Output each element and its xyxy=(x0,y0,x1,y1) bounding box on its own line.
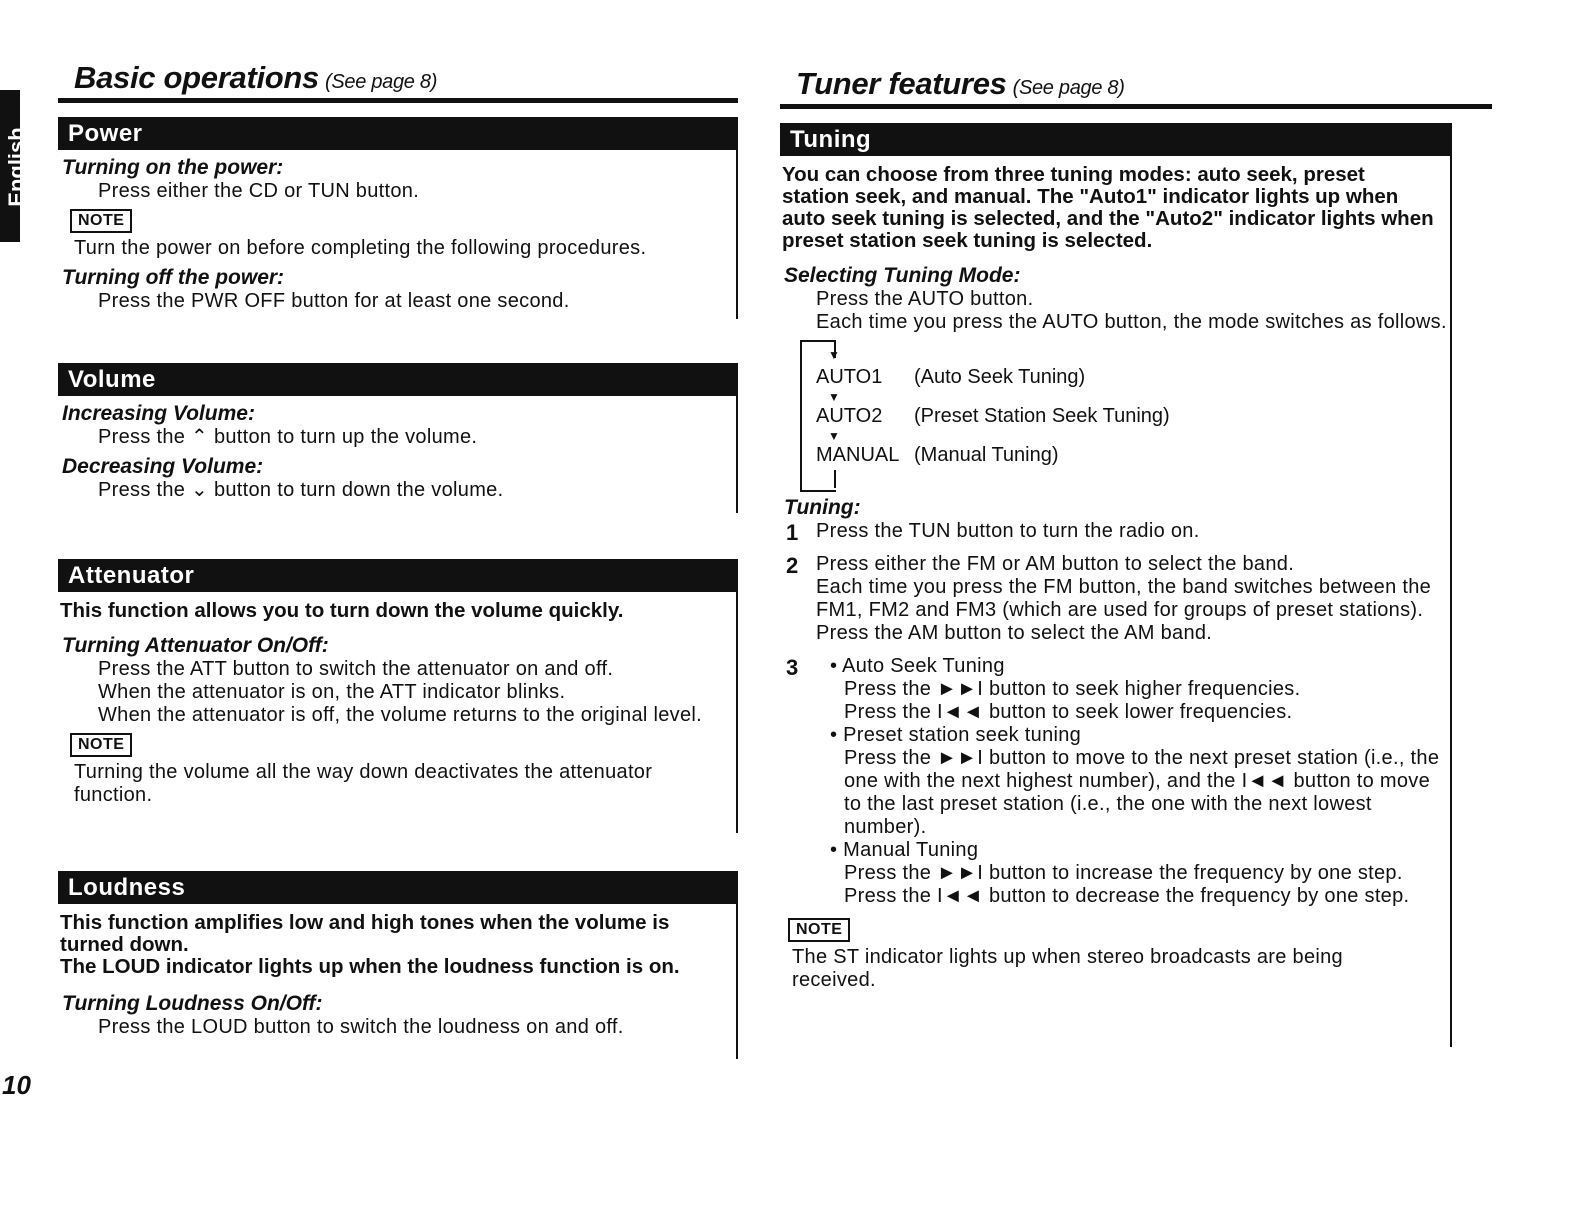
column-title-tuner xyxy=(780,66,1492,109)
power-on-text: Press either the CD or TUN button. xyxy=(98,180,420,202)
tuning-subheading: Tuning: xyxy=(784,496,861,519)
tuning-note-label: NOTE xyxy=(788,918,850,942)
step-1-text: Press the TUN button to turn the radio on. xyxy=(816,520,1200,542)
tuner-features-column xyxy=(780,66,1492,1047)
auto-seek-line-2: Press the I◄◄ button to seek lower frequencies. xyxy=(844,701,1293,723)
attenuator-subheading: Turning Attenuator On/Off: xyxy=(62,634,329,657)
tuning-step-1 xyxy=(780,520,1450,543)
step-2-line-c: Press the AM button to select the AM band. xyxy=(816,622,1213,644)
loudness-text: Press the LOUD button to switch the loudness on and off. xyxy=(98,1016,624,1038)
cycle-arrow-icon: ▼ xyxy=(828,390,840,404)
attenuator-intro: This function allows you to turn down the volume quickly. xyxy=(60,599,624,622)
tuning-heading: Tuning xyxy=(780,123,1450,156)
volume-section xyxy=(58,363,738,513)
preset-seek-title: • Preset station seek tuning xyxy=(830,724,1082,746)
power-off-text: Press the PWR OFF button for at least one second. xyxy=(98,290,570,312)
mode-name: AUTO2 xyxy=(816,405,883,427)
mode-desc: (Preset Station Seek Tuning) xyxy=(914,405,1170,427)
mode-row-auto1 xyxy=(816,366,1085,389)
auto-seek-line-1: Press the ►►I button to seek higher frequencies. xyxy=(844,678,1301,700)
mode-row-manual xyxy=(816,444,1059,467)
language-tab xyxy=(0,90,29,242)
step-number: 3 xyxy=(786,655,799,680)
attenuator-note-text: Turning the volume all the way down deactivates the attenuator function. xyxy=(74,761,653,806)
mode-row-auto2 xyxy=(816,405,1170,428)
auto-seek-bullet xyxy=(830,655,1450,724)
tuning-step-3 xyxy=(780,655,1450,908)
loudness-subheading: Turning Loudness On/Off: xyxy=(62,992,323,1015)
step-2-text xyxy=(816,553,1450,645)
power-on-subheading: Turning on the power: xyxy=(62,156,284,179)
basic-operations-title: Basic operations xyxy=(74,60,320,95)
attenuator-line-2: When the attenuator is on, the ATT indicator blinks. xyxy=(98,681,566,703)
step-number: 2 xyxy=(786,553,799,578)
attenuator-note-label: NOTE xyxy=(70,733,132,757)
loudness-intro-2: The LOUD indicator lights up when the loudness function is on. xyxy=(60,955,680,978)
attenuator-heading: Attenuator xyxy=(58,559,736,592)
tuning-mode-cycle-diagram xyxy=(800,340,1450,490)
mode-name: AUTO1 xyxy=(816,366,883,388)
volume-dec-subheading: Decreasing Volume: xyxy=(62,455,264,478)
mode-name: MANUAL xyxy=(816,444,900,466)
loudness-section xyxy=(58,871,738,1059)
mode-desc: (Manual Tuning) xyxy=(914,444,1059,466)
loudness-heading: Loudness xyxy=(58,871,736,904)
step-2-line-a: Press either the FM or AM button to select the band. xyxy=(816,553,1295,575)
tuning-mode-subheading: Selecting Tuning Mode: xyxy=(784,264,1021,287)
volume-dec-text: Press the ⌄ button to turn down the volume. xyxy=(98,479,504,501)
auto-seek-title: • Auto Seek Tuning xyxy=(830,655,1005,677)
tuning-intro: You can choose from three tuning modes: auto seek, preset station seek, and manual. The "Auto1" indicator lights up when auto seek tuning is selected, and the "Auto2" indicator lights when preset station seek tuning is selected. xyxy=(782,163,1434,252)
preset-seek-line-1: Press the ►►I button to move to the next preset station (i.e., the one with the next highest number), and the I◄◄ button to move to the last preset station (i.e., the one with the next lowest number). xyxy=(844,747,1440,838)
tuning-note-text: The ST indicator lights up when stereo broadcasts are being received. xyxy=(792,946,1343,991)
power-section xyxy=(58,117,738,319)
power-heading: Power xyxy=(58,117,736,150)
manual-tuning-line-2: Press the I◄◄ button to decrease the frequency by one step. xyxy=(844,885,1410,907)
power-note-label: NOTE xyxy=(70,209,132,233)
power-note-text: Turn the power on before completing the following procedures. xyxy=(74,237,647,259)
volume-heading: Volume xyxy=(58,363,736,396)
tuner-features-title: Tuner features xyxy=(796,66,1007,101)
attenuator-line-3: When the attenuator is off, the volume returns to the original level. xyxy=(98,704,702,726)
tuning-mode-line-1: Press the AUTO button. xyxy=(816,288,1034,310)
step-number: 1 xyxy=(786,520,799,545)
mode-desc: (Auto Seek Tuning) xyxy=(914,366,1086,388)
power-off-subheading: Turning off the power: xyxy=(62,266,285,289)
see-page-ref-tuner: (See page 8) xyxy=(1012,77,1125,99)
manual-tuning-line-1: Press the ►►I button to increase the frequency by one step. xyxy=(844,862,1403,884)
attenuator-section xyxy=(58,559,738,833)
language-tab-label: English xyxy=(4,127,29,207)
loudness-intro-1: This function amplifies low and high tones when the volume is turned down. xyxy=(60,911,670,956)
cycle-arrow-icon: ▼ xyxy=(828,429,840,443)
step-3-text xyxy=(816,655,1450,908)
step-2-line-b: Each time you press the FM button, the band switches between the FM1, FM2 and FM3 (which are used for groups of preset stations). xyxy=(816,576,1432,621)
manual-tuning-bullet xyxy=(830,839,1450,908)
basic-operations-column xyxy=(58,60,738,1059)
column-title-basic xyxy=(58,60,738,103)
cycle-arrow-icon: ▼ xyxy=(828,348,840,362)
tuning-step-2 xyxy=(780,553,1450,645)
tuning-section xyxy=(780,123,1452,1047)
attenuator-line-1: Press the ATT button to switch the attenuator on and off. xyxy=(98,658,614,680)
manual-tuning-title: • Manual Tuning xyxy=(830,839,979,861)
volume-inc-subheading: Increasing Volume: xyxy=(62,402,255,425)
volume-inc-text: Press the ⌃ button to turn up the volume. xyxy=(98,426,478,448)
attenuator-body xyxy=(98,658,736,727)
page-number: 10 xyxy=(2,1070,31,1100)
tuning-mode-text xyxy=(816,288,1450,334)
tuning-mode-line-2: Each time you press the AUTO button, the mode switches as follows. xyxy=(816,311,1447,333)
see-page-ref: (See page 8) xyxy=(325,71,438,93)
preset-seek-bullet xyxy=(830,724,1450,839)
